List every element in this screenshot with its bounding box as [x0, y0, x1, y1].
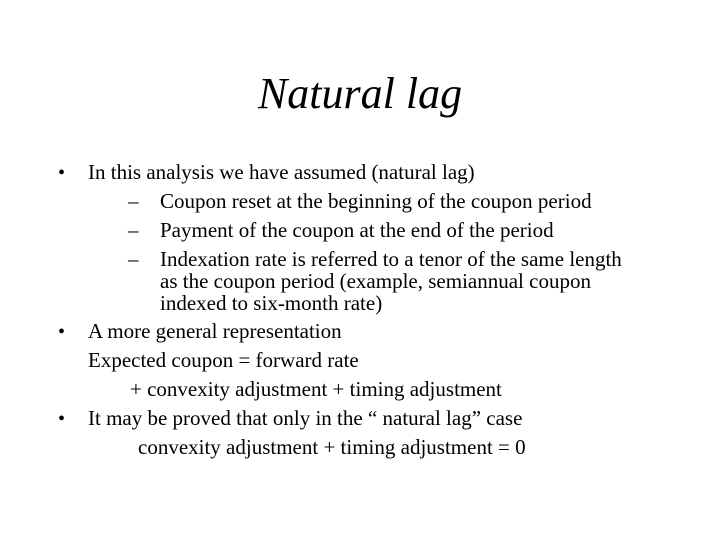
bullet-3-continuation-1: convexity adjustment + timing adjustment = 0 [138, 435, 526, 459]
bullet-marker-1: • [58, 162, 66, 184]
bullet-3-text: It may be proved that only in the “ natural lag” case [88, 406, 523, 430]
subitem-3-line-3: indexed to six-month rate) [160, 291, 383, 315]
bullet-2-text: A more general representation [88, 319, 342, 343]
bullet-marker-3: • [58, 408, 66, 430]
dash-marker-1: – [128, 189, 139, 213]
slide-title-text: Natural lag [257, 69, 463, 118]
dash-marker-3: – [128, 247, 139, 271]
dash-marker-2: – [128, 218, 139, 242]
subitem-3-line-1: Indexation rate is referred to a tenor of the same length [160, 247, 622, 271]
bullet-2-continuation-2: + convexity adjustment + timing adjustment [130, 377, 502, 401]
subitem-2-text: Payment of the coupon at the end of the period [160, 218, 554, 242]
subitem-3-line-2: as the coupon period (example, semiannual coupon [160, 269, 591, 293]
bullet-2-continuation-1: Expected coupon = forward rate [88, 348, 359, 372]
bullet-marker-2: • [58, 321, 66, 343]
bullet-1-text: In this analysis we have assumed (natural lag) [88, 160, 475, 184]
subitem-1-text: Coupon reset at the beginning of the coupon period [160, 189, 592, 213]
